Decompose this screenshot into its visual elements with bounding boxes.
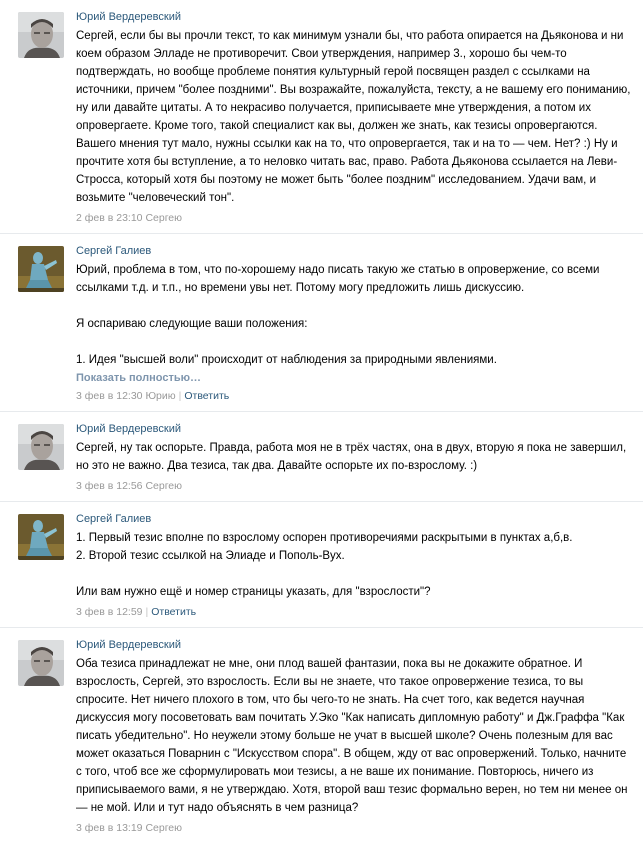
author-link[interactable]: Юрий Вердеревский bbox=[76, 11, 181, 23]
comment-date[interactable]: 2 фев в 23:10 bbox=[76, 212, 143, 224]
author-link[interactable]: Юрий Вердеревский bbox=[76, 639, 181, 651]
comment-body bbox=[76, 422, 631, 501]
comment-body bbox=[76, 512, 631, 627]
comment-body bbox=[76, 10, 631, 233]
author-link[interactable]: Юрий Вердеревский bbox=[76, 423, 181, 435]
comment-date[interactable]: 3 фев в 12:59 bbox=[76, 606, 143, 618]
comment-paragraph: Я оспариваю следующие ваши положения: bbox=[76, 318, 308, 330]
comment-paragraph: 2. Второй тезис ссылкой на Элиаде и Пополь-Вух. bbox=[76, 550, 345, 562]
comment-date[interactable]: 3 фев в 12:30 bbox=[76, 390, 143, 402]
comment-paragraph: Или вам нужно ещё и номер страницы указать, для "взрослости"? bbox=[76, 586, 431, 598]
avatar[interactable] bbox=[18, 514, 64, 560]
statue-figure-icon bbox=[18, 514, 64, 560]
author-link[interactable]: Сергей Галиев bbox=[76, 513, 152, 525]
comment-meta bbox=[76, 211, 631, 225]
man-portrait-icon bbox=[18, 640, 64, 686]
comment-meta bbox=[76, 605, 631, 619]
comment-paragraph: Юрий, проблема в том, что по-хорошему надо писать такую же статью в опровержение, со всеми ссылками т.д. и т.п., но времени увы нет. Потому могу предложить лишь дискуссию. bbox=[76, 264, 600, 294]
reply-to: Сергею bbox=[145, 822, 183, 834]
reply-to: Сергею bbox=[145, 480, 183, 492]
comment-text bbox=[76, 439, 631, 475]
comment bbox=[0, 412, 643, 502]
meta-separator: | bbox=[178, 390, 182, 402]
man-portrait-icon bbox=[18, 424, 64, 470]
reply-to: Сергею bbox=[145, 212, 183, 224]
comment-paragraph: Сергей, ну так оспорьте. Правда, работа моя не в трёх частях, она в двух, вторую я пока не завершил, но это не важно. Два тезиса, так два. Давайте оспорьте их по-взрослому. :) bbox=[76, 442, 627, 472]
comment-meta bbox=[76, 389, 631, 403]
comment bbox=[0, 628, 643, 843]
comment-text bbox=[76, 261, 631, 369]
reply-to: Юрию bbox=[145, 390, 176, 402]
statue-figure-icon bbox=[18, 246, 64, 292]
man-portrait-icon bbox=[18, 12, 64, 58]
comment bbox=[0, 0, 643, 234]
reply-button[interactable]: Ответить bbox=[151, 606, 197, 618]
comment-meta bbox=[76, 821, 631, 835]
comment-text bbox=[76, 529, 631, 601]
comment-paragraph: Оба тезиса принадлежат не мне, они плод вашей фантазии, пока вы не докажите обратное. И взрослость, Сергей, это взрослость. Если вы не знаете, что такое опровержение тезиса, то вы спросите. Нет ничего плохого в том, что бы чего-то не знать. На счет того, как ведется научная дискуссия могу посоветовать вам почитать У.Эко "Как написать дипломную работу" и Дж.Граффа "Как писать убедительно". Но неужели этому больше не учат в высшей школе? Очень полезным для вас может оказаться Поварнин с "Искусством спора". В общем, жду от вас опровержений. Только, начните с того, чтоб все же сформулировать мои тезисы, а не ваше их понимание. Повторюсь, ничего из приписываемого вами, я не утверждаю. Хотя, второй ваш тезис формально верен, но тем ни менее он — не мой. Или и тут надо объяснять в чем разница? bbox=[76, 658, 628, 814]
avatar[interactable] bbox=[18, 640, 64, 686]
comment-date[interactable]: 3 фев в 13:19 bbox=[76, 822, 143, 834]
comment-meta bbox=[76, 479, 631, 493]
show-more-link[interactable]: Показать полностью… bbox=[76, 372, 201, 384]
comment-paragraph: Сергей, если бы вы прочли текст, то как минимум узнали бы, что работа опирается на Дьяконова и ни коем образом Элладе не противоречит. Свои утверждения, например 3., хорошо бы чем-то подтверждать, но вообще проблеме понятия культурный герой посвящен раздел с ссылками на источники, причем "более поздними". Вы возражайте, пожалуйста, тексту, а не вашему его пониманию, ну или давайте цитаты. А то некрасиво получается, приписываете мне утверждения, а потом их опровергаете. Кроме того, такой специалист как вы, должен же знать, как тезисы опровергаются. Вашего мнения тут мало, нужны ссылки как на то, что опровергается, так и на то — чем. Нет? :) Ну и прочтите хотя бы вступление, а то неловко читать вас, право. Работа Дьяконова ссылается на Леви-Стросса, который хотя бы поэтому не может быть "более поздним" исследованием. Удачи вам, и возьмите "человеческий тон". bbox=[76, 30, 631, 204]
comment-date[interactable]: 3 фев в 12:56 bbox=[76, 480, 143, 492]
comment-paragraph: 1. Идея "высшей воли" происходит от наблюдения за природными явлениями. bbox=[76, 354, 497, 366]
meta-separator: | bbox=[145, 606, 149, 618]
comment-text bbox=[76, 655, 631, 817]
comment bbox=[0, 502, 643, 628]
avatar[interactable] bbox=[18, 424, 64, 470]
comment bbox=[0, 234, 643, 412]
reply-button[interactable]: Ответить bbox=[184, 390, 230, 402]
comment-text bbox=[76, 27, 631, 207]
avatar[interactable] bbox=[18, 12, 64, 58]
comment-paragraph: 1. Первый тезис вполне по взрослому оспорен противоречиями раскрытыми в пунктах а,б,в. bbox=[76, 532, 573, 544]
author-link[interactable]: Сергей Галиев bbox=[76, 245, 152, 257]
comment-body bbox=[76, 244, 631, 411]
avatar[interactable] bbox=[18, 246, 64, 292]
comment-body bbox=[76, 638, 631, 843]
